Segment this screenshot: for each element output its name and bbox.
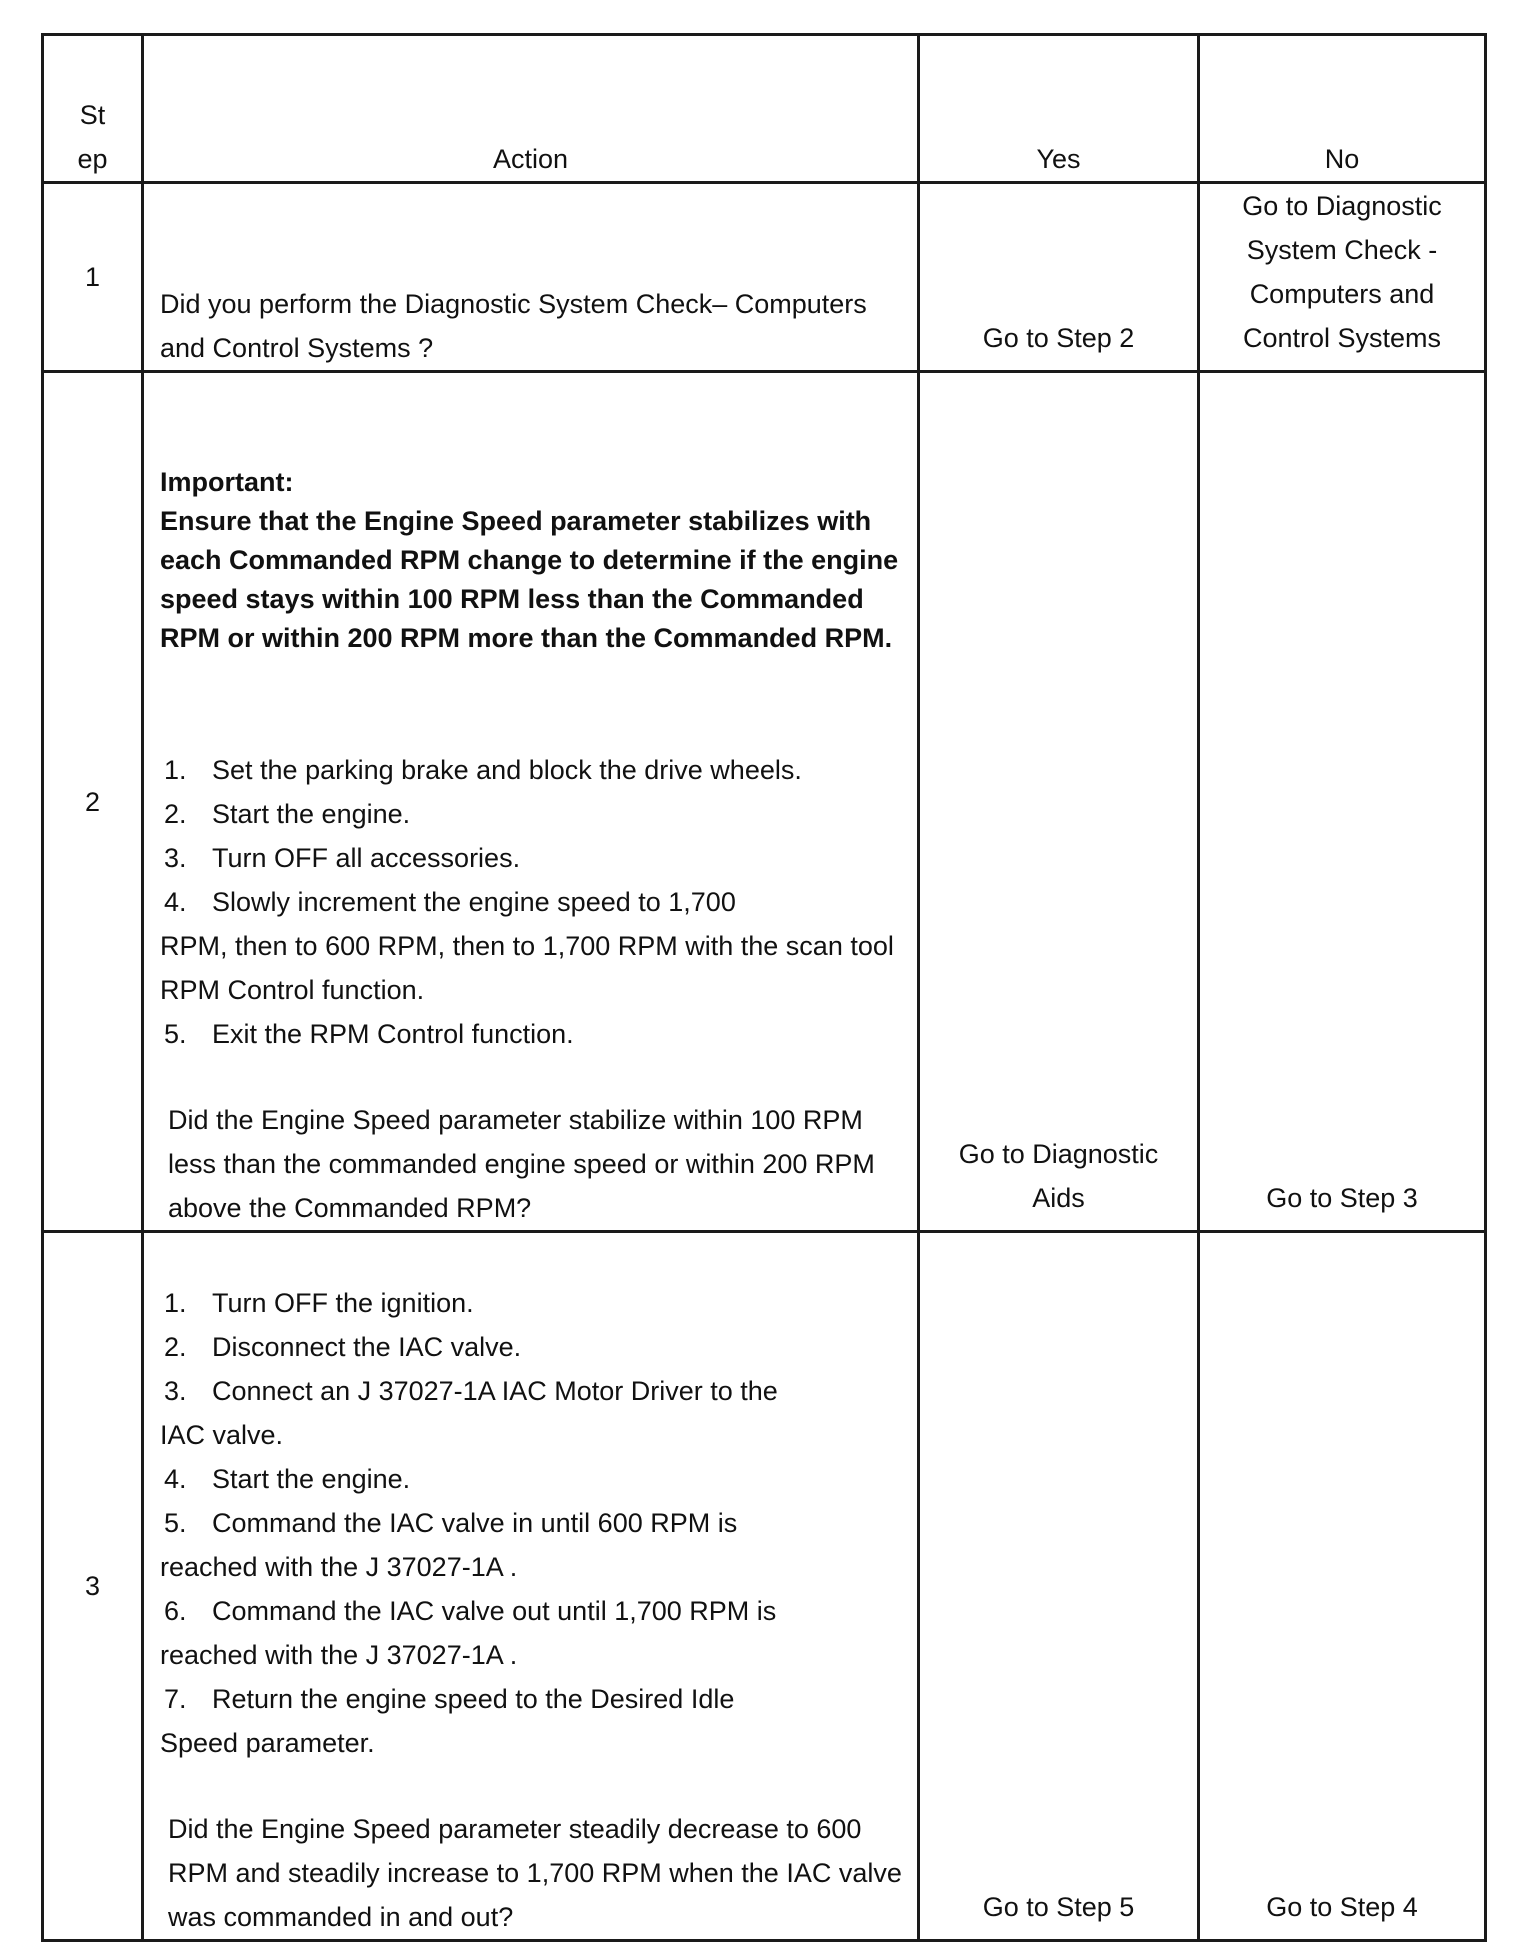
list-item: 7. Return the engine speed to the Desired Idle Speed parameter. xyxy=(160,1684,735,1758)
header-step-line2: ep xyxy=(77,144,108,174)
no-cell xyxy=(1199,183,1486,372)
action-text: Did you perform the Diagnostic System Check– Computers and Control Systems ? xyxy=(160,289,867,363)
header-step-line1: St xyxy=(79,100,106,130)
yes-cell xyxy=(919,372,1199,1232)
action-cell xyxy=(143,1232,919,1941)
list-item: 6. Command the IAC valve out until 1,700 RPM is reached with the J 37027-1A . xyxy=(160,1596,777,1670)
action-cell xyxy=(143,372,919,1232)
list-item: 2. Disconnect the IAC valve. xyxy=(164,1332,522,1362)
list-item: 4. Slowly increment the engine speed to 1,700 RPM, then to 600 RPM, then to 1,700 RPM with the scan tool RPM Control function. xyxy=(160,887,894,1005)
header-no: No xyxy=(1199,35,1486,183)
diagnostic-table xyxy=(41,33,1487,1942)
table-row xyxy=(43,1232,1486,1941)
question-text: Did the Engine Speed parameter steadily decrease to 600 RPM and steadily increase to 1,700 RPM when the IAC valve was commanded in and out? xyxy=(168,1814,902,1932)
list-item: 4. Start the engine. xyxy=(164,1464,411,1494)
yes-line: Go to Diagnostic xyxy=(958,1139,1159,1169)
header-yes: Yes xyxy=(919,35,1199,183)
step-number: 3 xyxy=(43,1232,143,1941)
table-row xyxy=(43,372,1486,1232)
important-label: Important: xyxy=(160,467,294,497)
no-line: Go to Diagnostic xyxy=(1242,191,1442,221)
list-item: 5. Exit the RPM Control function. xyxy=(164,1019,574,1049)
header-step xyxy=(43,35,143,183)
important-text: Ensure that the Engine Speed parameter stabilizes with each Commanded RPM change to determine if the engine speed stays within 100 RPM less than the Commanded RPM or within 200 RPM more than the Commanded RPM. xyxy=(160,506,899,653)
list-item: 3. Turn OFF all accessories. xyxy=(164,843,521,873)
list-item: 3. Connect an J 37027-1A IAC Motor Driver to the IAC valve. xyxy=(160,1376,778,1450)
question-text: Did the Engine Speed parameter stabilize within 100 RPM less than the commanded engine speed or within 200 RPM above the Commanded RPM? xyxy=(168,1105,875,1223)
yes-cell: Go to Step 2 xyxy=(919,183,1199,372)
list-item: 5. Command the IAC valve in until 600 RPM is reached with the J 37027-1A . xyxy=(160,1508,738,1582)
header-row xyxy=(43,35,1486,183)
yes-line: Aids xyxy=(1032,1183,1085,1213)
list-item: 1. Set the parking brake and block the drive wheels. xyxy=(164,755,802,785)
yes-cell: Go to Step 5 xyxy=(919,1232,1199,1941)
table-row xyxy=(43,183,1486,372)
action-cell xyxy=(143,183,919,372)
list-item: 2. Start the engine. xyxy=(164,799,411,829)
no-line: System Check - xyxy=(1246,235,1438,265)
no-cell: Go to Step 3 xyxy=(1199,372,1486,1232)
no-line: Computers and xyxy=(1249,279,1435,309)
step-number: 1 xyxy=(43,183,143,372)
no-cell: Go to Step 4 xyxy=(1199,1232,1486,1941)
important-note xyxy=(160,463,905,658)
step-number: 2 xyxy=(43,372,143,1232)
no-line: Control Systems xyxy=(1242,323,1442,353)
list-item: 1. Turn OFF the ignition. xyxy=(164,1288,474,1318)
header-action: Action xyxy=(143,35,919,183)
